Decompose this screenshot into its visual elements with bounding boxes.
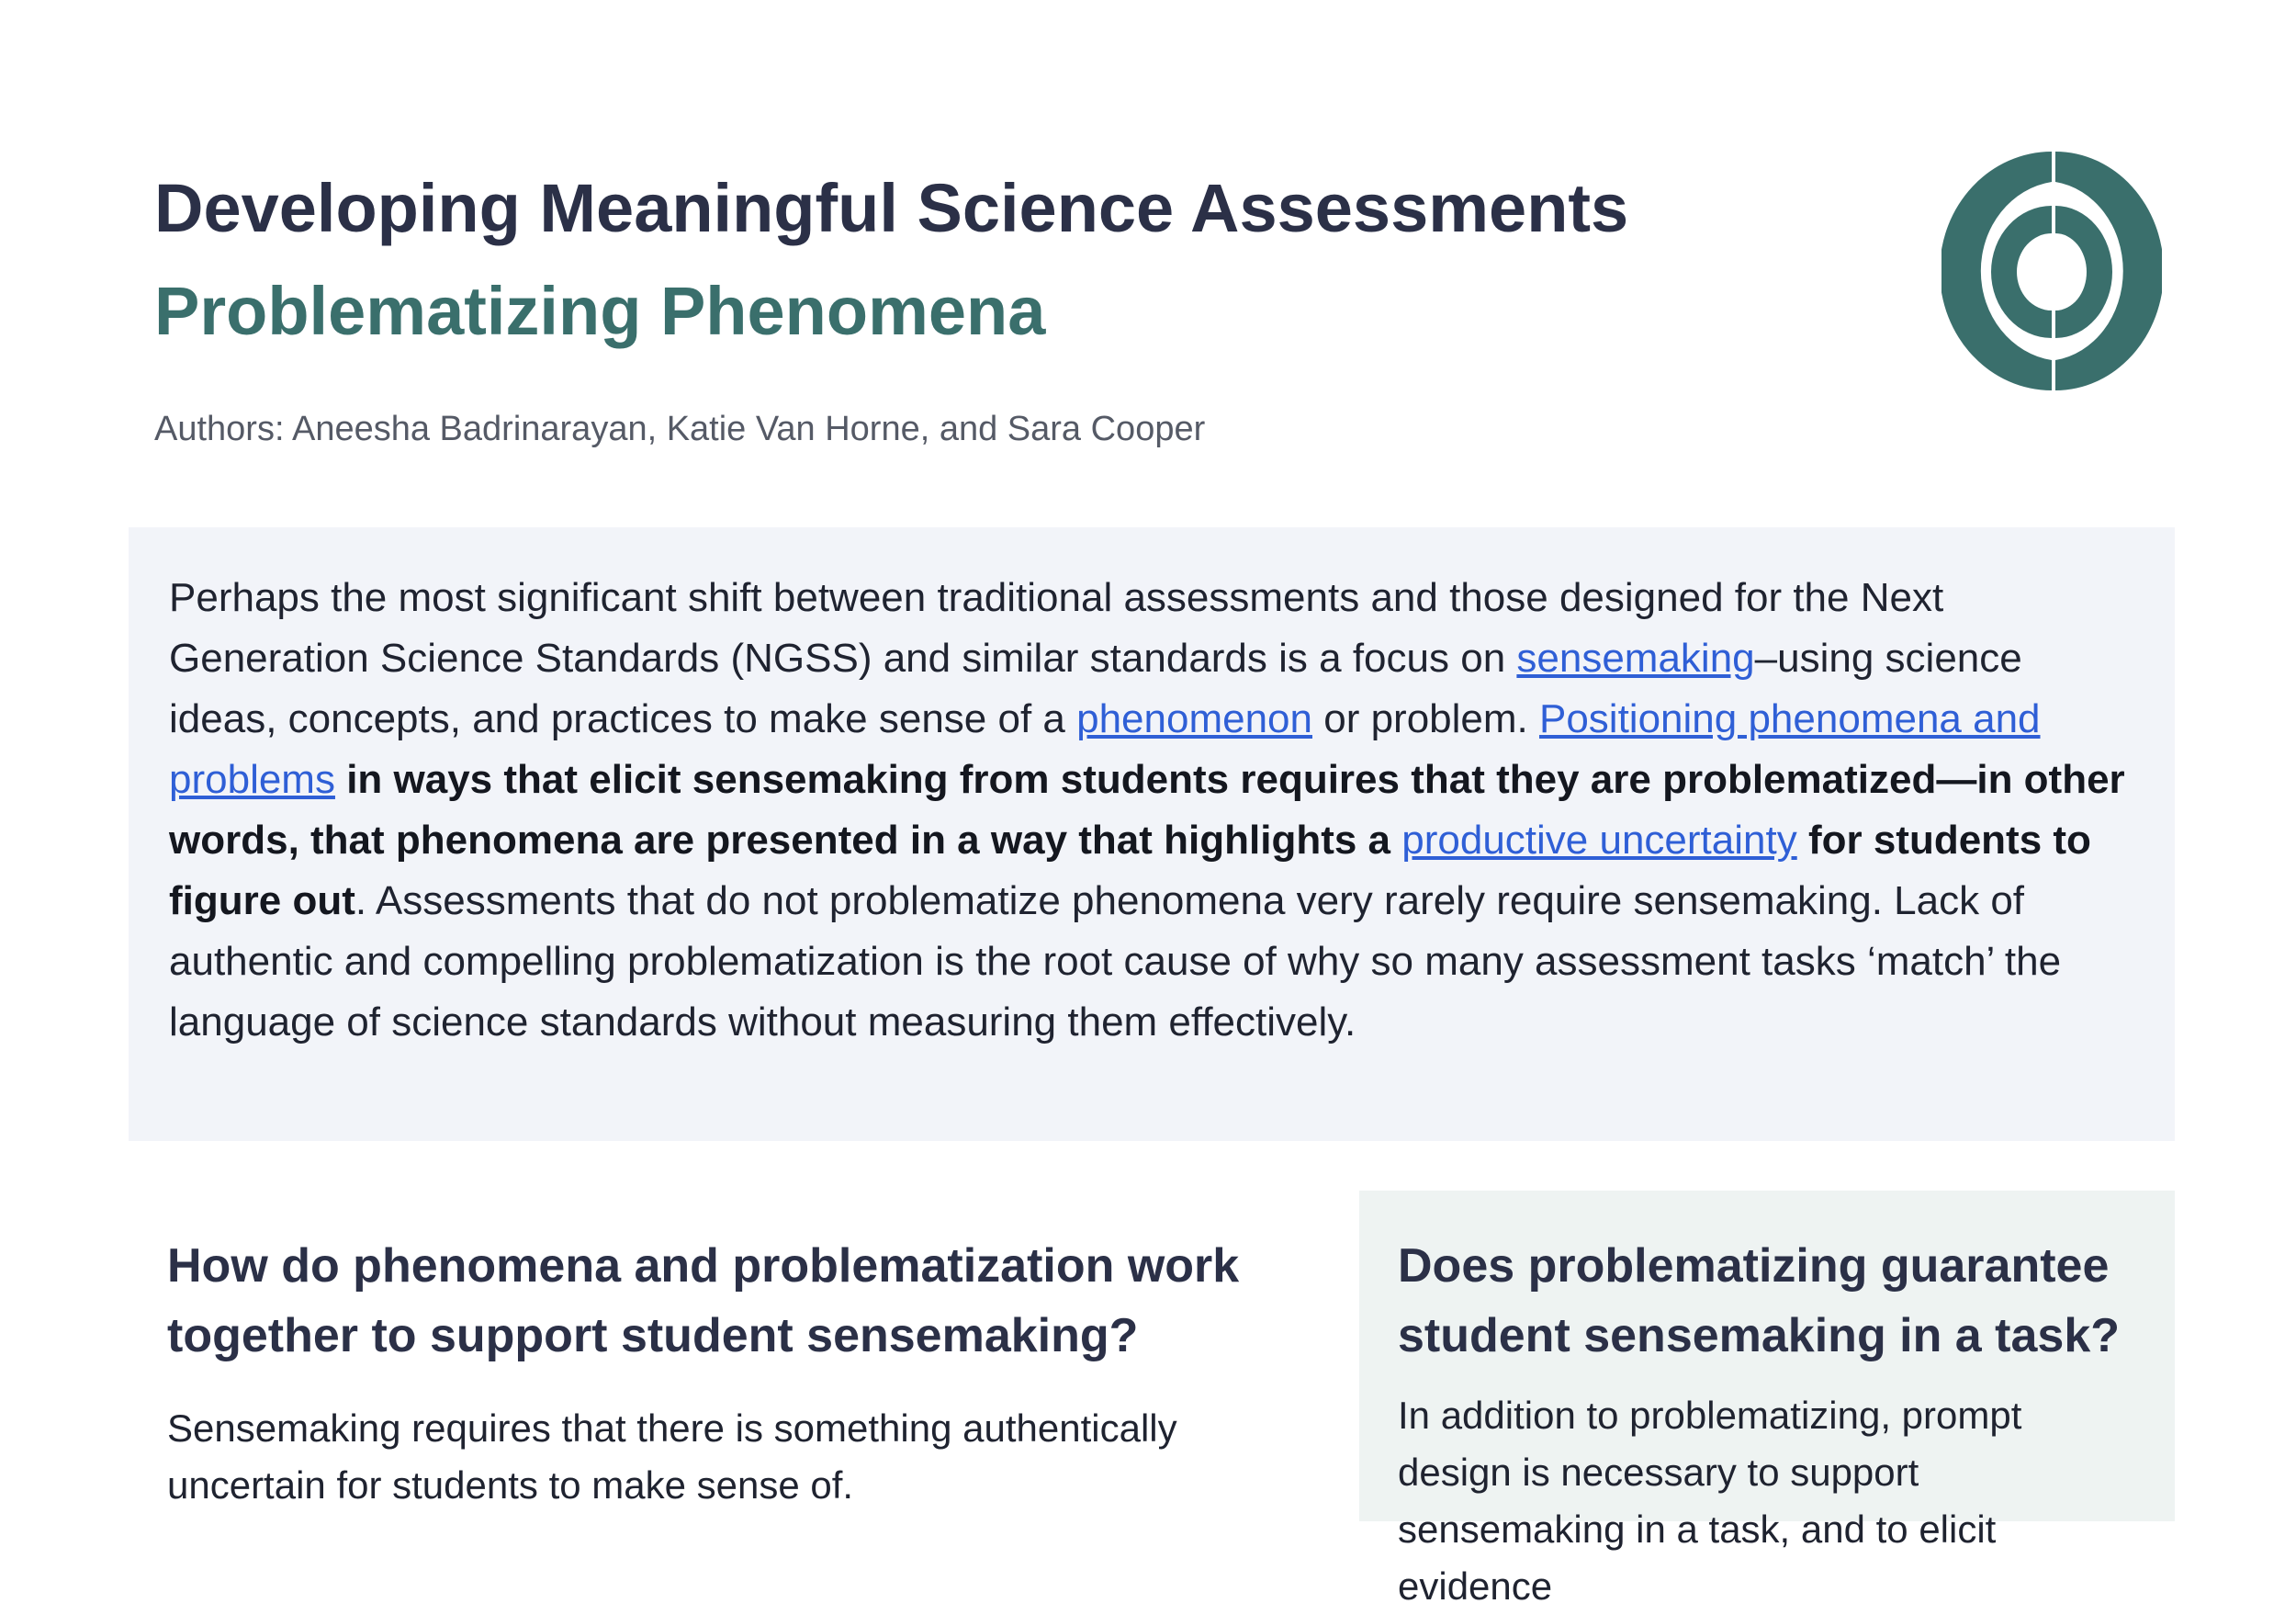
intro-text-2: –using science ideas, concepts, and practices to make sense of a [169,636,2022,741]
authors-line: Authors: Aneesha Badrinarayan, Katie Van Horne, and Sara Cooper [154,410,1206,448]
link-productive-uncertainty[interactable]: productive uncertainty [1401,818,1797,863]
intro-bold-2: for students to figure out [169,818,2091,923]
link-positioning-phenomena[interactable]: Positioning phenomena and problems [169,696,2041,802]
intro-text-3: or problem. [1312,696,1539,741]
sidebar-callout [1359,1191,2175,1608]
document-header [154,170,1899,449]
sidebar-heading: Does problematizing guarantee student sensemaking in a task? [1398,1239,2121,1362]
phenomena-section-heading: How do phenomena and problematization work together to support student sensemaking? [167,1239,1240,1362]
concentric-target-logo-icon [1941,147,2162,395]
document-subtitle: Problematizing Phenomena [154,273,1046,349]
link-phenomenon[interactable]: phenomenon [1076,696,1312,741]
intro-bold-1: in ways that elicit sensemaking from students requires that they are problematized—in other words, that phenomena are presented in a way that highlights a [169,757,2125,863]
link-sensemaking[interactable]: sensemaking [1516,636,1755,681]
intro-paragraph [169,568,2134,1053]
intro-text-1: Perhaps the most significant shift between traditional assessments and those designed for the Next Generation Science Standards (NGSS) and similar standards is a focus on [169,575,1944,681]
intro-text-4: . Assessments that do not problematize phenomena very rarely require sensemaking. Lack of authentic and compelling problematization is the root cause of why so many assessment tasks ‘match’ the language of science standards without measuring them effectively. [169,878,2062,1045]
phenomena-section-body: Sensemaking requires that there is something authentically uncertain for students to make sense of. [167,1406,1177,1507]
sidebar-body: In addition to problematizing, prompt design is necessary to support sensemaking in a task, and to elicit evidence [1398,1394,2022,1608]
phenomena-section [167,1231,1324,1514]
document-title: Developing Meaningful Science Assessments [154,170,1629,246]
intro-callout [129,527,2175,1141]
